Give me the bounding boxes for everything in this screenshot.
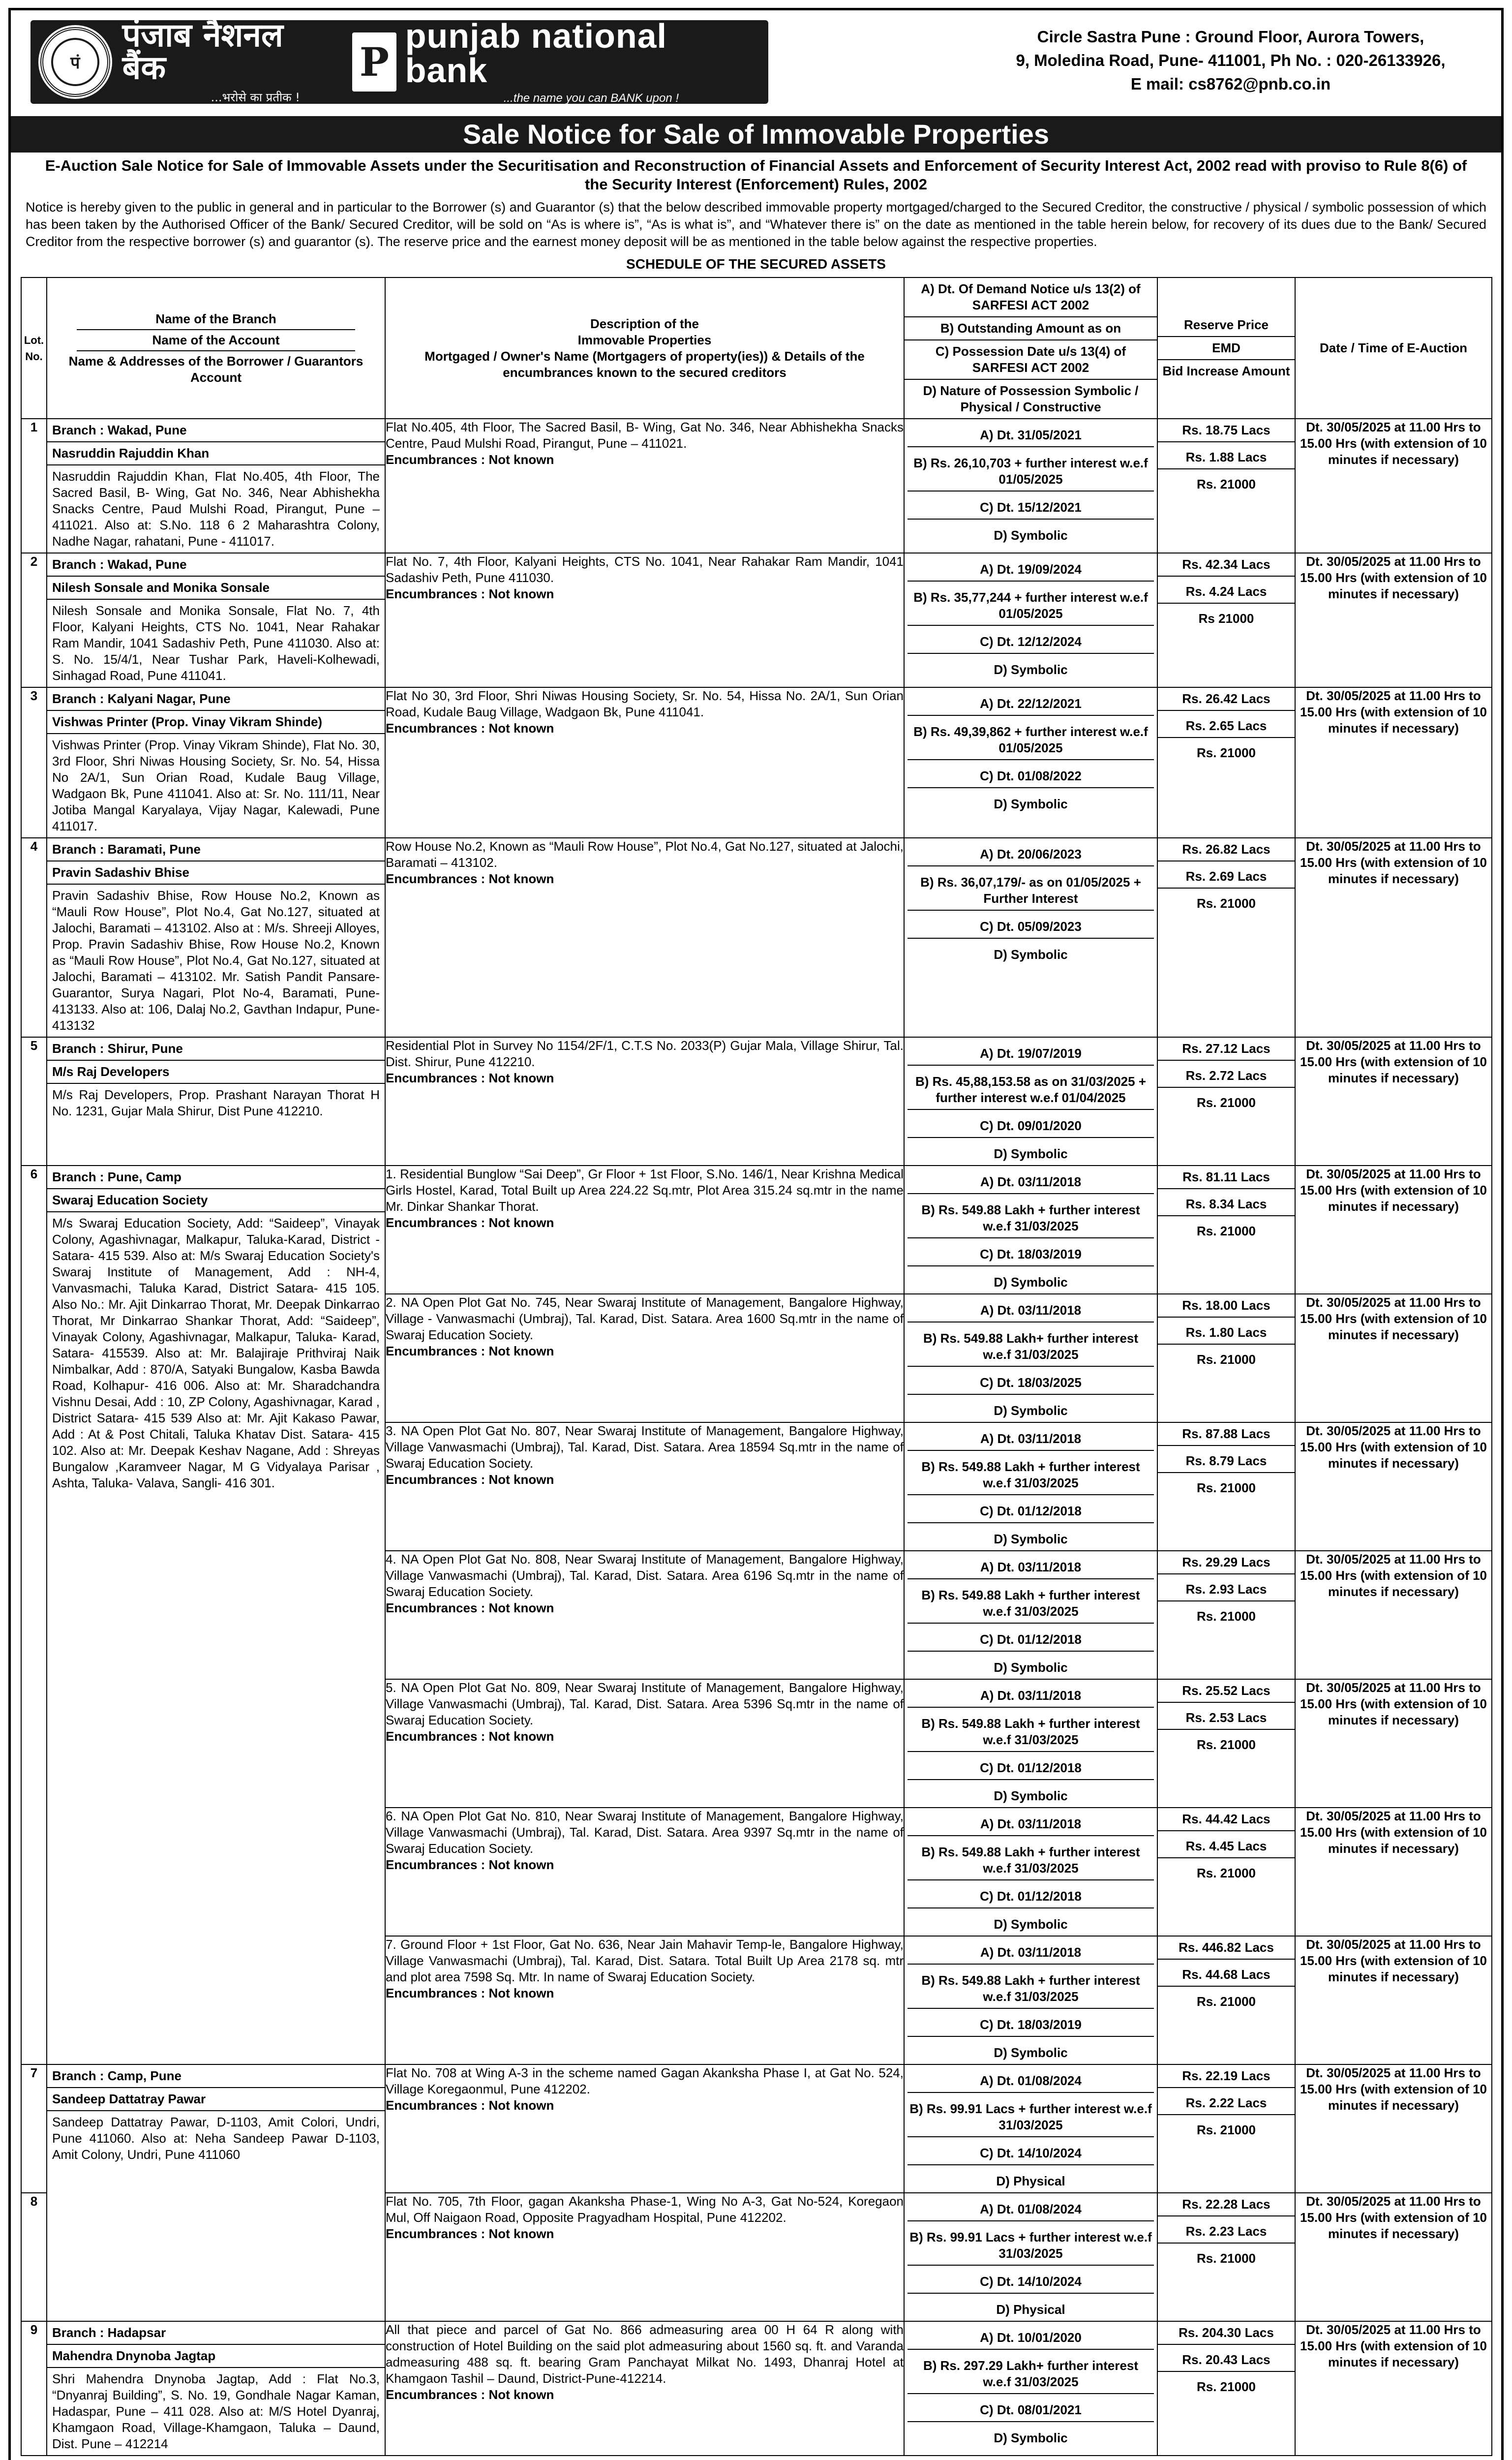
header-dates-b: B) Outstanding Amount as on <box>905 317 1157 340</box>
lot-number: 6 <box>21 1166 47 2064</box>
header-reserve-3: Bid Increase Amount <box>1162 364 1290 378</box>
dates-cell <box>904 1037 1157 1166</box>
account-name: Vishwas Printer (Prop. Vinay Vikram Shinde) <box>47 711 385 734</box>
property-description <box>385 1551 904 1679</box>
property-text: 6. NA Open Plot Gat No. 810, Near Swaraj Institute of Management, Bangalore Highway, Village Vanwasmachi (Umbraj), Tal. Karad, Dist. Satara. Area 9397 Sq.mtr in the name of Swaraj Education Society. <box>386 1809 904 1856</box>
lot-number: 5 <box>21 1037 47 1166</box>
emd-amount: Rs. 2.72 Lacs <box>1158 1065 1295 1088</box>
possession-nature: D) Symbolic <box>994 797 1068 811</box>
encumbrance: Encumbrances : Not known <box>386 1986 554 2000</box>
possession-date: C) Dt. 01/12/2018 <box>907 1500 1154 1523</box>
address-line-1: Circle Sastra Pune : Ground Floor, Aurora Towers, <box>1037 28 1424 46</box>
property-text: 5. NA Open Plot Gat No. 809, Near Swaraj Institute of Management, Bangalore Highway, Village Vanwasmachi (Umbraj), Tal. Karad, Dist. Satara. Area 5396 Sq.mtr in the name of Swaraj Education Society. <box>386 1680 904 1727</box>
dates-cell <box>904 687 1157 838</box>
property-description <box>385 1422 904 1551</box>
branch-name: Branch : Wakad, Pune <box>47 419 385 442</box>
encumbrance: Encumbrances : Not known <box>386 1071 554 1085</box>
emd-amount: Rs. 2.69 Lacs <box>1158 865 1295 889</box>
property-text: 4. NA Open Plot Gat No. 808, Near Swaraj Institute of Management, Bangalore Highway, Village Vanwasmachi (Umbraj), Tal. Karad, Dist. Satara. Area 6196 Sq.mtr in the name of Swaraj Education Society. <box>386 1552 904 1599</box>
bid-increase: Rs. 21000 <box>1197 896 1256 911</box>
dates-cell <box>904 2193 1157 2321</box>
account-name: Nilesh Sonsale and Monika Sonsale <box>47 577 385 600</box>
demand-notice-date: A) Dt. 01/08/2024 <box>907 2198 1154 2221</box>
encumbrance: Encumbrances : Not known <box>386 1729 554 1744</box>
bid-increase: Rs. 21000 <box>1197 477 1256 492</box>
demand-notice-date: A) Dt. 31/05/2021 <box>907 424 1154 447</box>
bank-logo-banner <box>30 16 768 105</box>
bid-increase: Rs. 21000 <box>1197 1609 1256 1624</box>
outstanding-amount: B) Rs. 549.88 Lakh + further interest w.e.f 31/03/2025 <box>907 1584 1154 1624</box>
emd-amount: Rs. 4.45 Lacs <box>1158 1835 1295 1858</box>
reserve-price: Rs. 29.29 Lacs <box>1158 1551 1295 1574</box>
property-description <box>385 2321 904 2456</box>
outstanding-amount: B) Rs. 35,77,244 + further interest w.e.f 01/05/2025 <box>907 586 1154 626</box>
header-description <box>385 277 904 419</box>
bid-increase: Rs. 21000 <box>1197 745 1256 760</box>
property-text: Flat No 30, 3rd Floor, Shri Niwas Housing Society, Sr. No. 54, Hissa No. 2A/1, Sun Orian Road, Kudale Baug Village, Wadgaon Bk, Pune 411041. <box>386 688 904 719</box>
auction-cell: Dt. 30/05/2025 at 11.00 Hrs to 15.00 Hrs (with extension of 10 minutes if necessary) <box>1295 1294 1492 1422</box>
bid-increase: Rs. 21000 <box>1197 1480 1256 1495</box>
header <box>11 10 1501 116</box>
dates-cell <box>904 1166 1157 1294</box>
emd-amount: Rs. 2.22 Lacs <box>1158 2092 1295 2115</box>
property-description <box>385 2193 904 2321</box>
possession-nature: D) Symbolic <box>994 947 1068 962</box>
possession-date: C) Dt. 18/03/2019 <box>907 1243 1154 1266</box>
account-name: Swaraj Education Society <box>47 1189 385 1212</box>
possession-date: C) Dt. 15/12/2021 <box>907 496 1154 520</box>
account-name: Nasruddin Rajuddin Khan <box>47 442 385 465</box>
emd-amount: Rs. 2.53 Lacs <box>1158 1707 1295 1730</box>
hindi-bank-name: पंजाब नैशनल बैंक <box>122 16 283 87</box>
header-auction: Date / Time of E-Auction <box>1295 277 1492 419</box>
table-row <box>21 1037 1492 1166</box>
property-text: 7. Ground Floor + 1st Floor, Gat No. 636, Near Jain Mahavir Temp-le, Bangalore Highway, Village Vanwasmachi (Umbraj), Tal. Karad, Dist. Satara. Total Built Up Area 2178 sq. mtr and plot area 7598 Sq. Mtr. In name of Swaraj Education Society. <box>386 1937 904 1984</box>
demand-notice-date: A) Dt. 19/09/2024 <box>907 558 1154 582</box>
property-text: 3. NA Open Plot Gat No. 807, Near Swaraj Institute of Management, Bangalore Highway, Village Vanwasmachi (Umbraj), Tal. Karad, Dist. Satara. Area 18594 Sq.mtr in the name of Swaraj Education Society. <box>386 1423 904 1471</box>
borrower-cell <box>47 838 385 1037</box>
demand-notice-date: A) Dt. 10/01/2020 <box>907 2327 1154 2350</box>
property-text: All that piece and parcel of Gat No. 866 admeasuring area 00 H 64 R along with construction of Hotel Building on the said plot admeasuring about 1560 sq. ft. and Varanda admeasuring 488 sq. ft. bearing Gram Panchayat Milkat No. 1493, Dhanraj Hotel at Khamgaon Tashil – Daund, District-Pune-412214. <box>386 2322 904 2386</box>
branch-name: Branch : Baramati, Pune <box>47 838 385 861</box>
header-dates-a: A) Dt. Of Demand Notice u/s 13(2) of SARFESI ACT 2002 <box>905 278 1157 317</box>
reserve-price: Rs. 18.00 Lacs <box>1158 1294 1295 1318</box>
terms-and-conditions <box>11 2456 1501 2460</box>
demand-notice-date: A) Dt. 19/07/2019 <box>907 1043 1154 1066</box>
outstanding-amount: B) Rs. 297.29 Lakh+ further interest w.e.f 31/03/2025 <box>907 2355 1154 2394</box>
outstanding-amount: B) Rs. 549.88 Lakh + further interest w.e.f 31/03/2025 <box>907 1969 1154 2009</box>
emd-amount: Rs. 44.68 Lacs <box>1158 1964 1295 1987</box>
table-row <box>21 687 1492 838</box>
outstanding-amount: B) Rs. 549.88 Lakh+ further interest w.e.f 31/03/2025 <box>907 1327 1154 1367</box>
auction-cell: Dt. 30/05/2025 at 11.00 Hrs to 15.00 Hrs (with extension of 10 minutes if necessary) <box>1295 1936 1492 2064</box>
dates-cell <box>904 838 1157 1037</box>
encumbrance: Encumbrances : Not known <box>386 1600 554 1615</box>
property-description <box>385 1037 904 1166</box>
property-description <box>385 687 904 838</box>
property-description <box>385 1936 904 2064</box>
bid-increase: Rs. 21000 <box>1197 1737 1256 1752</box>
encumbrance: Encumbrances : Not known <box>386 871 554 886</box>
header-reserve-2: EMD <box>1158 337 1295 360</box>
property-text: Flat No. 7, 4th Floor, Kalyani Heights, CTS No. 1041, Near Rahakar Ram Mandir, 1041 Sadashiv Peth, Pune 411030. <box>386 554 904 585</box>
auction-cell: Dt. 30/05/2025 at 11.00 Hrs to 15.00 Hrs (with extension of 10 minutes if necessary) <box>1295 1037 1492 1166</box>
header-branch-3: Name & Addresses of the Borrower / Guarantors Account <box>68 353 363 385</box>
possession-date: C) Dt. 09/01/2020 <box>907 1115 1154 1138</box>
borrower-address: M/s Raj Developers, Prop. Prashant Narayan Thorat H No. 1231, Gujar Mala Shirur, Dist Pune 412210. <box>52 1087 380 1118</box>
reserve-price: Rs. 87.88 Lacs <box>1158 1423 1295 1446</box>
possession-nature: D) Symbolic <box>994 2045 1068 2060</box>
outstanding-amount: B) Rs. 49,39,862 + further interest w.e.f 01/05/2025 <box>907 721 1154 760</box>
bid-increase: Rs. 21000 <box>1197 2251 1256 2266</box>
address-line-2: 9, Moledina Road, Pune- 411001, Ph No. : 020-26133926, <box>1016 51 1446 69</box>
borrower-address: M/s Swaraj Education Society, Add: “Saideep”, Vinayak Colony, Agashivnagar, Malkapur, Taluka-Karad, District - Satara- 415 539. Also at: M/s Swaraj Education Society's Swaraj Institute of Management, Add : NH-4, Vanvasmachi, Taluka Karad, District Satara- 415 105. Also No.: Mr. Ajit Dinkarrao Thorat, Mr. Deepak Dinkarrao Thorat, Mr Dinkarrao Shankar Thorat, Add: “Saideep”, Vinayak Colony, Agashivnagar, Malkapur, Taluka- Karad, Satara- 415539. Also at: Mr. Balajiraje Prithviraj Naik Nimbalkar, Add : 870/A, Satyaki Bungalow, Kasba Bawda Road, Kolhapur- 416 006. Also at: Mr. Sharadchandra Vishnu Desai, Add : 10, ZP Colony, Agashivnagar, Karad , District Satara- 415 539 Also at: Mr. Ajit Kakaso Pawar, Add : At & Post Chitali, Taluka Khatav Dist. Satara- 415 102. Also at: Mr. Deepak Keshav Nagane, Add : Shreyas Bungalow ,Karamveer Nagar, M G Vidyalaya Parisar , Ashta, Taluka- Valava, Sangli- 416 301. <box>52 1216 380 1490</box>
property-description <box>385 553 904 687</box>
reserve-price: Rs. 18.75 Lacs <box>1158 419 1295 442</box>
property-text: Flat No. 708 at Wing A-3 in the scheme named Gagan Akanksha Phase I, at Gat No. 524, Village Koregaonmul, Pune 412202. <box>386 2065 904 2096</box>
emd-amount: Rs. 2.23 Lacs <box>1158 2220 1295 2244</box>
pnb-logo-icon: P <box>352 32 396 92</box>
bid-increase: Rs 21000 <box>1198 611 1254 626</box>
possession-date: C) Dt. 08/01/2021 <box>907 2399 1154 2422</box>
possession-date: C) Dt. 01/12/2018 <box>907 1629 1154 1652</box>
encumbrance: Encumbrances : Not known <box>386 721 554 736</box>
possession-nature: D) Symbolic <box>994 1146 1068 1161</box>
borrower-cell <box>47 553 385 687</box>
possession-nature: D) Symbolic <box>994 528 1068 543</box>
encumbrance: Encumbrances : Not known <box>386 586 554 601</box>
possession-date: C) Dt. 14/10/2024 <box>907 2271 1154 2294</box>
reserve-cell <box>1157 1422 1295 1551</box>
encumbrance: Encumbrances : Not known <box>386 1857 554 1872</box>
demand-notice-date: A) Dt. 03/11/2018 <box>907 1941 1154 1965</box>
outstanding-amount: B) Rs. 99.91 Lacs + further interest w.e.f 31/03/2025 <box>907 2226 1154 2266</box>
possession-nature: D) Symbolic <box>994 1532 1068 1546</box>
table-row <box>21 419 1492 553</box>
header-reserve-1: Reserve Price <box>1158 314 1295 337</box>
property-description <box>385 1808 904 1936</box>
reserve-cell <box>1157 553 1295 687</box>
property-text: 1. Residential Bunglow “Sai Deep”, Gr Floor + 1st Floor, S.No. 146/1, Near Krishna Medical Girls Hostel, Karad, Total Built up Area 224.22 Sq.mtr, Plot Area 315.24 sq.mtr in the name Mr. Dinkar Shankar Thorat. <box>386 1167 904 1214</box>
possession-nature: D) Physical <box>996 2174 1065 2188</box>
demand-notice-date: A) Dt. 03/11/2018 <box>907 1171 1154 1194</box>
reserve-cell <box>1157 1551 1295 1679</box>
bid-increase: Rs. 21000 <box>1197 1095 1256 1110</box>
auction-cell: Dt. 30/05/2025 at 11.00 Hrs to 15.00 Hrs (with extension of 10 minutes if necessary) <box>1295 2064 1492 2193</box>
reserve-price: Rs. 22.19 Lacs <box>1158 2065 1295 2088</box>
possession-nature: D) Physical <box>996 2302 1065 2317</box>
branch-name: Branch : Shirur, Pune <box>47 1038 385 1061</box>
reserve-cell <box>1157 1808 1295 1936</box>
dates-cell <box>904 1808 1157 1936</box>
notice-paragraph: Notice is hereby given to the public in general and in particular to the Borrower (s) and Guarantor (s) that the below described immovable property mortgaged/charged to the Secured Creditor, the constructive / physical / symbolic possession of which has been taken by the Authorised Officer of the Bank/ Secured Creditor, will be sold on “As is where is”, “As is what is”, and “Whatever there is” on the date as mentioned in the table herein below, for recovery of its dues due to the Bank/ Secured Creditor from the respective borrower (s) and guarantor (s). The reserve price and the earnest money deposit will be as mentioned in the table below against the respective properties. <box>26 200 1486 249</box>
demand-notice-date: A) Dt. 03/11/2018 <box>907 1428 1154 1451</box>
lot-number: 3 <box>21 687 47 838</box>
account-name: M/s Raj Developers <box>47 1061 385 1084</box>
demand-notice-date: A) Dt. 22/12/2021 <box>907 693 1154 716</box>
page-title: Sale Notice for Sale of Immovable Properties <box>11 116 1501 153</box>
outstanding-amount: B) Rs. 45,88,153.58 as on 31/03/2025 + further interest w.e.f 01/04/2025 <box>907 1071 1154 1110</box>
english-brand <box>405 19 758 105</box>
header-lot: Lot. No. <box>21 277 47 419</box>
emd-amount: Rs. 8.79 Lacs <box>1158 1450 1295 1473</box>
header-dates-c: C) Possession Date u/s 13(4) of SARFESI ACT 2002 <box>905 340 1157 380</box>
table-row <box>21 838 1492 1037</box>
demand-notice-date: A) Dt. 03/11/2018 <box>907 1685 1154 1708</box>
branch-name: Branch : Camp, Pune <box>47 2065 385 2088</box>
dates-cell <box>904 1422 1157 1551</box>
header-dates-d: D) Nature of Possession Symbolic / Physical / Constructive <box>923 383 1139 414</box>
emd-amount: Rs. 8.34 Lacs <box>1158 1193 1295 1216</box>
auction-cell: Dt. 30/05/2025 at 11.00 Hrs to 15.00 Hrs (with extension of 10 minutes if necessary) <box>1295 687 1492 838</box>
account-name: Mahendra Dnynoba Jagtap <box>47 2345 385 2368</box>
outstanding-amount: B) Rs. 99.91 Lacs + further interest w.e.f 31/03/2025 <box>907 2098 1154 2137</box>
seal-text: पं <box>51 38 99 86</box>
header-branch-2: Name of the Account <box>77 330 355 351</box>
table-row <box>21 2321 1492 2456</box>
emd-amount: Rs. 20.43 Lacs <box>1158 2349 1295 2372</box>
property-text: Residential Plot in Survey No 1154/2F/1, C.T.S No. 2033(P) Gujar Mala, Village Shirur, Tal. Dist. Shirur, Pune 412210. <box>386 1038 904 1069</box>
possession-nature: D) Symbolic <box>994 1788 1068 1803</box>
property-description <box>385 1294 904 1422</box>
reserve-cell <box>1157 1294 1295 1422</box>
bank-seal-icon <box>40 27 110 97</box>
outstanding-amount: B) Rs. 549.88 Lakh + further interest w.e.f 31/03/2025 <box>907 1199 1154 1238</box>
property-description <box>385 419 904 553</box>
sale-notice-page <box>8 8 1504 2460</box>
demand-notice-date: A) Dt. 03/11/2018 <box>907 1299 1154 1322</box>
auction-cell: Dt. 30/05/2025 at 11.00 Hrs to 15.00 Hrs (with extension of 10 minutes if necessary) <box>1295 1422 1492 1551</box>
encumbrance: Encumbrances : Not known <box>386 1215 554 1230</box>
header-dates <box>904 277 1157 419</box>
borrower-cell <box>47 1166 385 2064</box>
branch-name: Branch : Wakad, Pune <box>47 554 385 577</box>
reserve-price: Rs. 25.52 Lacs <box>1158 1680 1295 1703</box>
branch-name: Branch : Hadapsar <box>47 2322 385 2345</box>
lot-number: 2 <box>21 553 47 687</box>
header-branch <box>47 277 385 419</box>
table-row <box>21 1166 1492 1294</box>
account-name: Sandeep Dattatray Pawar <box>47 2088 385 2111</box>
dates-cell <box>904 553 1157 687</box>
hindi-brand <box>122 16 337 105</box>
reserve-price: Rs. 26.82 Lacs <box>1158 838 1295 861</box>
auction-cell: Dt. 30/05/2025 at 11.00 Hrs to 15.00 Hrs (with extension of 10 minutes if necessary) <box>1295 1679 1492 1808</box>
secured-assets-table <box>21 277 1492 2456</box>
lot-number: 1 <box>21 419 47 553</box>
demand-notice-date: A) Dt. 01/08/2024 <box>907 2070 1154 2093</box>
auction-cell: Dt. 30/05/2025 at 11.00 Hrs to 15.00 Hrs (with extension of 10 minutes if necessary) <box>1295 2321 1492 2456</box>
lot-number: 9 <box>21 2321 47 2456</box>
borrower-cell <box>47 2321 385 2456</box>
reserve-price: Rs. 22.28 Lacs <box>1158 2193 1295 2216</box>
auction-cell: Dt. 30/05/2025 at 11.00 Hrs to 15.00 Hrs (with extension of 10 minutes if necessary) <box>1295 838 1492 1037</box>
borrower-address: Nilesh Sonsale and Monika Sonsale, Flat No. 7, 4th Floor, Kalyani Heights, CTS No. 1041, Near Rahakar Ram Mandir, 1041 Sadashiv Peth, Pune 411030. Also at: S. No. 15/4/1, Near Tushar Park, Haveli-Kolhewadi, Sinhagad Road, Pune 411041. <box>52 603 380 683</box>
reserve-cell <box>1157 1936 1295 2064</box>
bid-increase: Rs. 21000 <box>1197 2122 1256 2137</box>
table-header-row <box>21 277 1492 419</box>
emd-amount: Rs. 2.65 Lacs <box>1158 715 1295 738</box>
reserve-price: Rs. 26.42 Lacs <box>1158 688 1295 711</box>
possession-date: C) Dt. 01/08/2022 <box>907 765 1154 788</box>
encumbrance: Encumbrances : Not known <box>386 452 554 467</box>
branch-name: Branch : Kalyani Nagar, Pune <box>47 688 385 711</box>
english-tagline: ...the name you can BANK upon ! <box>503 92 679 105</box>
notice-subtitle: E-Auction Sale Notice for Sale of Immovable Assets under the Securitisation and Reconstruction of Financial Assets and Enforcement of Security Interest Act, 2002 read with proviso to Rule 8(6) of the Security Interest (Enforcement) Rules, 2002 <box>45 157 1467 193</box>
borrower-cell <box>47 687 385 838</box>
borrower-cell <box>47 1037 385 1166</box>
auction-cell: Dt. 30/05/2025 at 11.00 Hrs to 15.00 Hrs (with extension of 10 minutes if necessary) <box>1295 2193 1492 2321</box>
branch-name: Branch : Pune, Camp <box>47 1166 385 1189</box>
borrower-cell <box>47 419 385 553</box>
emd-amount: Rs. 1.80 Lacs <box>1158 1322 1295 1345</box>
auction-cell: Dt. 30/05/2025 at 11.00 Hrs to 15.00 Hrs (with extension of 10 minutes if necessary) <box>1295 419 1492 553</box>
reserve-cell <box>1157 1166 1295 1294</box>
reserve-price: Rs. 81.11 Lacs <box>1158 1166 1295 1189</box>
emd-amount: Rs. 2.93 Lacs <box>1158 1578 1295 1601</box>
borrower-address: Sandeep Dattatray Pawar, D-1103, Amit Colori, Undri, Pune 411060. Also at: Neha Sandeep Pawar D-1103, Amit Colony, Undri, Pune 411060 <box>52 2115 380 2162</box>
reserve-cell <box>1157 2064 1295 2193</box>
outstanding-amount: B) Rs. 549.88 Lakh + further interest w.e.f 31/03/2025 <box>907 1841 1154 1880</box>
possession-nature: D) Symbolic <box>994 1660 1068 1675</box>
account-name: Pravin Sadashiv Bhise <box>47 861 385 885</box>
possession-nature: D) Symbolic <box>994 1917 1068 1932</box>
lot-number: 7 <box>21 2064 47 2193</box>
outstanding-amount: B) Rs. 36,07,179/- as on 01/05/2025 + Further Interest <box>907 871 1154 911</box>
property-text: Row House No.2, Known as “Mauli Row House”, Plot No.4, Gat No.127, situated at Jalochi, Baramati – 413102. <box>386 839 904 870</box>
borrower-address: Nasruddin Rajuddin Khan, Flat No.405, 4th Floor, The Sacred Basil, B- Wing, Gat No. 346, Near Abhishekha Snacks Centre, Paud Mulshi Road, Pirangut, Pune – 411021. Also at: S.No. 118 6 2 Maharashtra Colony, Nadhe Nagar, rahatani, Pune - 411017. <box>52 469 380 549</box>
dates-cell <box>904 1294 1157 1422</box>
bid-increase: Rs. 21000 <box>1197 1866 1256 1880</box>
borrower-cell <box>47 2064 385 2321</box>
possession-date: C) Dt. 18/03/2019 <box>907 2014 1154 2037</box>
property-text: 2. NA Open Plot Gat No. 745, Near Swaraj Institute of Management, Bangalore Highway, Village - Vanwasmachi (Umbraj), Tal. Karad, Dist. Satara. Area 1600 Sq.mtr in the name of Swaraj Education Society. <box>386 1295 904 1342</box>
lot-number: 4 <box>21 838 47 1037</box>
reserve-cell <box>1157 1037 1295 1166</box>
property-text: Flat No.405, 4th Floor, The Sacred Basil, B- Wing, Gat No. 346, Near Abhishekha Snacks Centre, Paud Mulshi Road, Pirangut, Pune – 411021. <box>386 420 904 451</box>
header-desc-2: Immovable Properties <box>577 332 712 347</box>
encumbrance: Encumbrances : Not known <box>386 2098 554 2113</box>
outstanding-amount: B) Rs. 549.88 Lakh + further interest w.e.f 31/03/2025 <box>907 1456 1154 1495</box>
possession-date: C) Dt. 18/03/2025 <box>907 1372 1154 1395</box>
bid-increase: Rs. 21000 <box>1197 1994 1256 2009</box>
table-row <box>21 2064 1492 2193</box>
encumbrance: Encumbrances : Not known <box>386 1472 554 1487</box>
bid-increase: Rs. 21000 <box>1197 1352 1256 1367</box>
borrower-address: Shri Mahendra Dnynoba Jagtap, Add : Flat No.3, “Dnyanraj Building”, S. No. 19, Gondhale Nagar Kaman, Hadaspar, Pune – 411 028. Also at: M/S Hotel Dyanraj, Khamgaon Road, Village-Khamgaon, Taluka – Daund, Dist. Pune – 412214 <box>52 2371 380 2451</box>
encumbrance: Encumbrances : Not known <box>386 1344 554 1358</box>
outstanding-amount: B) Rs. 26,10,703 + further interest w.e.f 01/05/2025 <box>907 452 1154 492</box>
auction-cell: Dt. 30/05/2025 at 11.00 Hrs to 15.00 Hrs (with extension of 10 minutes if necessary) <box>1295 1808 1492 1936</box>
borrower-address: Pravin Sadashiv Bhise, Row House No.2, Known as “Mauli Row House”, Plot No.4, Gat No.127, situated at Jalochi, Baramati – 413102. Also at : M/s. Shreeji Alloyes, Prop. Pravin Sadashiv Bhise, Row House No.2, Known as “Mauli Row House”, Plot No.4, Gat No.127, situated at Jalochi, Baramati – 413102. Mr. Satish Pandit Pansare-Guarantor, Surya Nagari, Plot No-4, Baramati, Pune-413133. Also at: 106, Dalaj No.2, Gavthan Indapur, Pune-413132 <box>52 888 380 1033</box>
dates-cell <box>904 2064 1157 2193</box>
outstanding-amount: B) Rs. 549.88 Lakh + further interest w.e.f 31/03/2025 <box>907 1713 1154 1752</box>
schedule-title: SCHEDULE OF THE SECURED ASSETS <box>626 256 886 272</box>
auction-cell: Dt. 30/05/2025 at 11.00 Hrs to 15.00 Hrs (with extension of 10 minutes if necessary) <box>1295 1551 1492 1679</box>
demand-notice-date: A) Dt. 03/11/2018 <box>907 1813 1154 1836</box>
possession-nature: D) Symbolic <box>994 2430 1068 2445</box>
auction-cell: Dt. 30/05/2025 at 11.00 Hrs to 15.00 Hrs (with extension of 10 minutes if necessary) <box>1295 1166 1492 1294</box>
dates-cell <box>904 419 1157 553</box>
possession-date: C) Dt. 01/12/2018 <box>907 1757 1154 1780</box>
reserve-price: Rs. 44.42 Lacs <box>1158 1808 1295 1831</box>
possession-nature: D) Symbolic <box>994 662 1068 677</box>
auction-cell: Dt. 30/05/2025 at 11.00 Hrs to 15.00 Hrs (with extension of 10 minutes if necessary) <box>1295 553 1492 687</box>
property-text: Flat No. 705, 7th Floor, gagan Akanksha Phase-1, Wing No A-3, Gat No-524, Koregaon Mul, Off Naigaon Road, Opposite Pragyadham Hospital, Pune 412202. <box>386 2194 904 2225</box>
possession-date: C) Dt. 05/09/2023 <box>907 916 1154 939</box>
reserve-cell <box>1157 2321 1295 2456</box>
reserve-cell <box>1157 419 1295 553</box>
emd-amount: Rs. 4.24 Lacs <box>1158 581 1295 604</box>
address-line-3: E mail: cs8762@pnb.co.in <box>1130 75 1331 93</box>
header-desc-3: Mortgaged / Owner's Name (Mortgagers of property(ies)) & Details of the encumbrances known to the secured creditors <box>424 348 865 380</box>
dates-cell <box>904 1551 1157 1679</box>
reserve-cell <box>1157 2193 1295 2321</box>
header-reserve <box>1157 277 1295 419</box>
header-desc-1: Description of the <box>590 316 699 331</box>
reserve-price: Rs. 27.12 Lacs <box>1158 1038 1295 1061</box>
emd-amount: Rs. 1.88 Lacs <box>1158 446 1295 469</box>
circle-address <box>980 20 1482 96</box>
demand-notice-date: A) Dt. 20/06/2023 <box>907 843 1154 866</box>
reserve-price: Rs. 42.34 Lacs <box>1158 554 1295 577</box>
reserve-cell <box>1157 838 1295 1037</box>
reserve-cell <box>1157 687 1295 838</box>
bid-increase: Rs. 21000 <box>1197 2379 1256 2394</box>
reserve-cell <box>1157 1679 1295 1808</box>
possession-date: C) Dt. 14/10/2024 <box>907 2142 1154 2165</box>
possession-date: C) Dt. 01/12/2018 <box>907 1885 1154 1908</box>
encumbrance: Encumbrances : Not known <box>386 2226 554 2241</box>
reserve-price: Rs. 204.30 Lacs <box>1158 2322 1295 2345</box>
table-row <box>21 553 1492 687</box>
reserve-price: Rs. 446.82 Lacs <box>1158 1937 1295 1960</box>
possession-date: C) Dt. 12/12/2024 <box>907 631 1154 654</box>
dates-cell <box>904 1679 1157 1808</box>
encumbrance: Encumbrances : Not known <box>386 2387 554 2402</box>
header-branch-1: Name of the Branch <box>77 309 355 330</box>
possession-nature: D) Symbolic <box>994 1403 1068 1418</box>
property-description <box>385 1679 904 1808</box>
possession-nature: D) Symbolic <box>994 1275 1068 1290</box>
english-bank-name: punjab national bank <box>405 17 667 90</box>
property-description <box>385 1166 904 1294</box>
dates-cell <box>904 2321 1157 2456</box>
bid-increase: Rs. 21000 <box>1197 1224 1256 1238</box>
property-description <box>385 838 904 1037</box>
dates-cell <box>904 1936 1157 2064</box>
borrower-address: Vishwas Printer (Prop. Vinay Vikram Shinde), Flat No. 30, 3rd Floor, Shri Niwas Housing Society, Sr. No. 54, Hissa No 2A/1, Sun Orian Road, Kudale Baug Village, Wadgaon Bk, Pune 411041. Also at: Sr. No. 111/11, Near Jotiba Mangal Karyalaya, Vijay Nagar, Kalewadi, Pune 411017. <box>52 738 380 833</box>
property-description <box>385 2064 904 2193</box>
lot-number: 8 <box>21 2193 47 2321</box>
demand-notice-date: A) Dt. 03/11/2018 <box>907 1556 1154 1579</box>
hindi-tagline: ...भरोसे का प्रतीक ! <box>211 90 300 104</box>
